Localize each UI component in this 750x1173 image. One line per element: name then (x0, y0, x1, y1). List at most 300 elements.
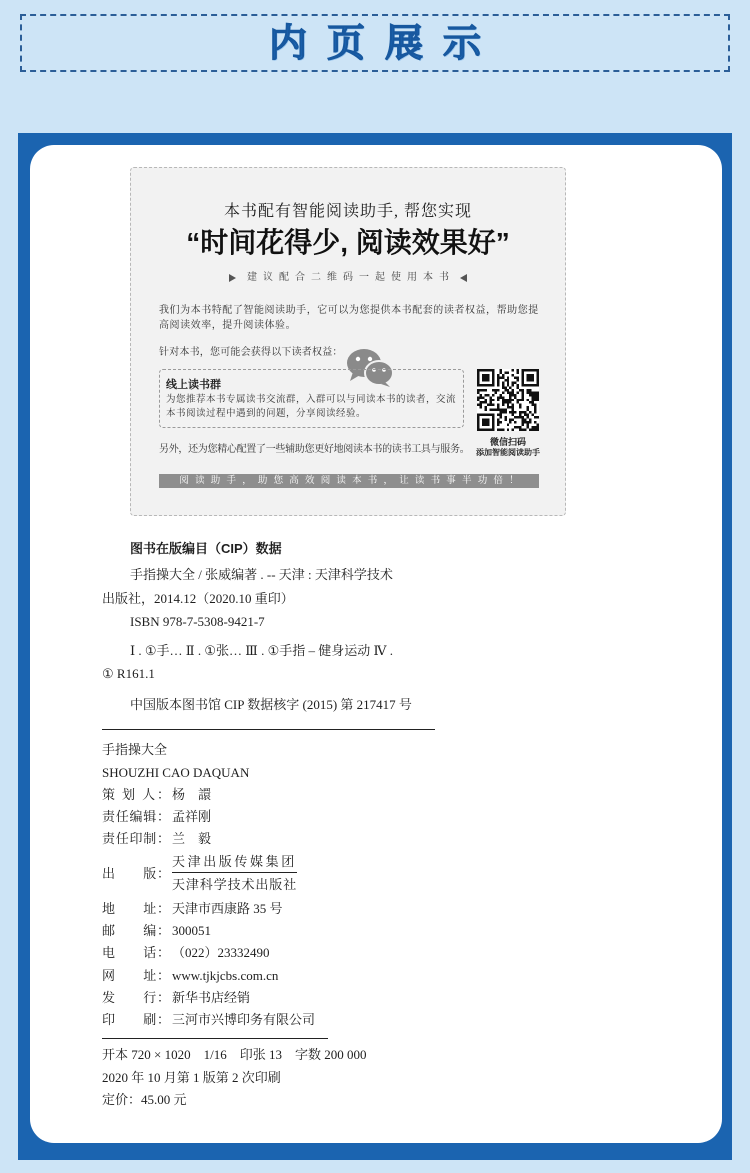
qr-module (502, 376, 504, 378)
qr-module (497, 374, 499, 376)
qr-module (484, 394, 486, 396)
publisher-name: 天津科学技术出版社 (172, 877, 298, 892)
qr-module (532, 374, 534, 376)
qr-module (484, 424, 486, 426)
qr-module (507, 391, 509, 393)
qr-module (514, 396, 516, 398)
qr-module (512, 406, 514, 408)
imprint-value: 孟祥刚 (172, 809, 212, 824)
qr-module (504, 399, 506, 401)
qr-module (532, 429, 534, 431)
qr-module (512, 389, 514, 391)
qr-module (484, 376, 486, 378)
qr-module (509, 386, 511, 388)
qr-module (517, 416, 519, 418)
qr-module (527, 409, 529, 411)
qr-module (527, 379, 529, 381)
qr-module (522, 369, 524, 371)
qr-module (527, 391, 529, 393)
qr-module (479, 394, 481, 396)
qr-module (482, 424, 484, 426)
qr-module (532, 379, 534, 381)
qr-module (507, 384, 509, 386)
qr-module (529, 374, 531, 376)
qr-module (537, 391, 539, 393)
qr-module (509, 421, 511, 423)
qr-module (522, 429, 524, 431)
card-slogan: “时间花得少, 阅读效果好” (186, 227, 510, 258)
qr-module (487, 376, 489, 378)
qr-module (517, 371, 519, 373)
qr-module (507, 429, 509, 431)
title-banner (20, 14, 730, 72)
qr-module (522, 391, 524, 393)
qr-module (484, 369, 486, 371)
qr-module (477, 379, 479, 381)
qr-module (522, 419, 524, 421)
qr-module (492, 421, 494, 423)
qr-module (504, 389, 506, 391)
qr-module (477, 376, 479, 378)
qr-module (532, 404, 534, 406)
qr-module (499, 429, 501, 431)
qr-module (484, 406, 486, 408)
qr-module (509, 396, 511, 398)
qr-module (504, 386, 506, 388)
qr-module (484, 401, 486, 403)
qr-module (484, 414, 486, 416)
qr-module (527, 376, 529, 378)
qr-module (477, 371, 479, 373)
cip-isbn: ISBN 978-7-5308-9421-7 (130, 614, 265, 629)
qr-module (524, 411, 526, 413)
qr-module (479, 396, 481, 398)
qr-module (522, 396, 524, 398)
qr-module (482, 379, 484, 381)
qr-module (489, 404, 491, 406)
qr-module (537, 424, 539, 426)
imprint-row (102, 785, 211, 805)
qr-module (532, 401, 534, 403)
qr-module (494, 391, 496, 393)
qr-module (534, 409, 536, 411)
qr-module (482, 429, 484, 431)
qr-module (479, 414, 481, 416)
qr-module (527, 374, 529, 376)
qr-module (497, 384, 499, 386)
qr-module (532, 426, 534, 428)
book-pinyin: SHOUZHI CAO DAQUAN (102, 765, 250, 780)
qr-module (497, 429, 499, 431)
qr-module (499, 371, 501, 373)
qr-module (534, 369, 536, 371)
qr-module (504, 409, 506, 411)
hint-row (131, 271, 565, 285)
qr-module (492, 389, 494, 391)
qr-module (537, 374, 539, 376)
qr-module (477, 391, 479, 393)
imprint-label: 责任印制： (102, 831, 170, 846)
qr-module (502, 399, 504, 401)
qr-module (477, 421, 479, 423)
qr-module (489, 409, 491, 411)
qr-module (497, 376, 499, 378)
qr-module (512, 391, 514, 393)
qr-module (524, 419, 526, 421)
qr-module (487, 404, 489, 406)
qr-module (477, 419, 479, 421)
qr-module (524, 421, 526, 423)
imprint-value: （022）23332490 (172, 945, 270, 960)
book-title: 手指操大全 (102, 742, 168, 757)
qr-module (509, 394, 511, 396)
imprint-label: 邮 编： (102, 923, 170, 938)
qr-module (499, 414, 501, 416)
qr-module (497, 424, 499, 426)
imprint-value: 300051 (172, 923, 211, 938)
qr-module (499, 396, 501, 398)
qr-module (514, 376, 516, 378)
divider (102, 729, 435, 730)
qr-module (487, 414, 489, 416)
qr-module (492, 376, 494, 378)
qr-module (532, 369, 534, 371)
qr-code (477, 369, 539, 431)
qr-module (489, 429, 491, 431)
qr-module (517, 376, 519, 378)
qr-module (522, 381, 524, 383)
qr-module (537, 369, 539, 371)
qr-module (522, 411, 524, 413)
qr-module (507, 399, 509, 401)
imprint-row (102, 829, 211, 849)
qr-module (529, 419, 531, 421)
qr-module (532, 384, 534, 386)
qr-module (534, 416, 536, 418)
qr-module (477, 426, 479, 428)
qr-module (507, 401, 509, 403)
qr-module (502, 404, 504, 406)
imprint-label: 网 址： (102, 968, 170, 983)
qr-module (522, 389, 524, 391)
qr-module (522, 374, 524, 376)
qr-module (519, 411, 521, 413)
qr-module (519, 406, 521, 408)
qr-module (489, 399, 491, 401)
qr-module (512, 409, 514, 411)
qr-module (492, 371, 494, 373)
imprint-value: www.tjkjcbs.com.cn (172, 968, 279, 983)
imprint-label: 策 划 人： (102, 787, 170, 802)
qr-module (527, 414, 529, 416)
triangle-right-icon (229, 274, 236, 282)
qr-module (479, 384, 481, 386)
qr-caption: 微信扫码 (489, 437, 526, 447)
qr-module (514, 381, 516, 383)
qr-module (517, 369, 519, 371)
qr-module (524, 429, 526, 431)
imprint-label: 电 话： (102, 945, 170, 960)
qr-module (497, 399, 499, 401)
qr-module (477, 381, 479, 383)
qr-module (509, 401, 511, 403)
imprint-row (102, 899, 283, 919)
qr-module (527, 426, 529, 428)
qr-module (532, 396, 534, 398)
qr-module (507, 376, 509, 378)
qr-module (507, 404, 509, 406)
qr-module (529, 421, 531, 423)
qr-module (492, 369, 494, 371)
qr-module (537, 371, 539, 373)
qr-module (489, 396, 491, 398)
card-description: 我们为本书特配了智能阅读助手，它可以为您提供本书配套的读者权益，帮助您提高阅读效率，提升阅读体验。 (159, 305, 539, 331)
qr-module (522, 399, 524, 401)
qr-module (504, 371, 506, 373)
qr-module (504, 401, 506, 403)
qr-module (527, 399, 529, 401)
qr-module (477, 389, 479, 391)
qr-module (517, 379, 519, 381)
qr-module (492, 419, 494, 421)
qr-module (519, 399, 521, 401)
qr-module (537, 384, 539, 386)
hint-text: 建议配合二维码一起使用本书 (247, 272, 455, 283)
qr-module (527, 416, 529, 418)
imprint-value: 杨 譞 (172, 787, 212, 802)
qr-module (534, 404, 536, 406)
qr-module (477, 416, 479, 418)
qr-module (479, 404, 481, 406)
qr-module (477, 396, 479, 398)
qr-module (502, 381, 504, 383)
qr-module (514, 421, 516, 423)
qr-module (497, 421, 499, 423)
qr-module (519, 404, 521, 406)
qr-module (482, 396, 484, 398)
qr-module (527, 406, 529, 408)
qr-module (527, 424, 529, 426)
qr-module (499, 394, 501, 396)
qr-module (524, 414, 526, 416)
qr-module (534, 426, 536, 428)
qr-module (502, 374, 504, 376)
qr-module (504, 416, 506, 418)
qr-module (492, 404, 494, 406)
imprint-value: 天津市西康路 35 号 (172, 901, 283, 916)
qr-module (482, 401, 484, 403)
qr-module (484, 419, 486, 421)
qr-module (497, 406, 499, 408)
qr-module (494, 389, 496, 391)
qr-module (529, 379, 531, 381)
imprint-row (102, 807, 211, 827)
qr-module (497, 409, 499, 411)
qr-module (492, 394, 494, 396)
divider (102, 1038, 328, 1039)
qr-module (477, 384, 479, 386)
qr-module (537, 426, 539, 428)
qr-module (479, 406, 481, 408)
qr-module (527, 421, 529, 423)
qr-module (537, 379, 539, 381)
qr-module (517, 386, 519, 388)
qr-module (487, 374, 489, 376)
qr-module (509, 406, 511, 408)
qr-module (477, 369, 479, 371)
format-specs: 开本 720 × 1020 1/16 印张 13 字数 200 000 (102, 1047, 367, 1062)
qr-module (487, 379, 489, 381)
imprint-label: 地 址： (102, 901, 170, 916)
qr-module (497, 396, 499, 398)
qr-module (497, 404, 499, 406)
imprint-label: 发 行： (102, 990, 170, 1005)
cip-classification: Ⅰ . ①手… Ⅱ . ①张… Ⅲ . ①手指 – 健身运动 Ⅳ . (130, 643, 393, 658)
qr-module (509, 419, 511, 421)
qr-module (519, 416, 521, 418)
qr-module (517, 401, 519, 403)
qr-module (502, 411, 504, 413)
qr-module (522, 416, 524, 418)
qr-module (482, 376, 484, 378)
qr-module (509, 411, 511, 413)
qr-module (522, 421, 524, 423)
imprint-row (102, 1010, 315, 1030)
qr-module (517, 426, 519, 428)
imprint-label: 出 版： (102, 866, 170, 881)
qr-module (502, 429, 504, 431)
triangle-left-icon (460, 274, 467, 282)
cip-heading: 图书在版编目（CIP）数据 (130, 541, 282, 556)
qr-module (477, 399, 479, 401)
qr-module (492, 424, 494, 426)
qr-module (514, 394, 516, 396)
qr-module (489, 414, 491, 416)
qr-module (534, 399, 536, 401)
qr-module (492, 384, 494, 386)
qr-module (512, 419, 514, 421)
qr-module (477, 404, 479, 406)
reading-group-box (159, 369, 464, 428)
qr-module (527, 369, 529, 371)
qr-module (534, 429, 536, 431)
publisher-group: 天津出版传媒集团 (172, 852, 297, 873)
qr-module (489, 401, 491, 403)
qr-module (537, 376, 539, 378)
qr-module (512, 384, 514, 386)
qr-module (484, 409, 486, 411)
qr-module (484, 399, 486, 401)
cip-line: 出版社，2014.12（2020.10 重印） (102, 591, 294, 606)
qr-module (482, 384, 484, 386)
group-description: 为您推荐本书专属读书交流群，入群可以与同读本书的读者，交流本书阅读过程中遇到的问题，分享阅读经验。 (166, 395, 457, 419)
qr-module (504, 419, 506, 421)
qr-module (477, 429, 479, 431)
qr-module (502, 401, 504, 403)
qr-module (484, 384, 486, 386)
qr-module (502, 396, 504, 398)
qr-module (479, 401, 481, 403)
qr-module (487, 384, 489, 386)
qr-module (482, 414, 484, 416)
qr-module (492, 399, 494, 401)
qr-module (527, 389, 529, 391)
qr-module (534, 411, 536, 413)
qr-module (532, 394, 534, 396)
qr-module (487, 419, 489, 421)
qr-module (502, 386, 504, 388)
qr-module (532, 414, 534, 416)
qr-module (517, 391, 519, 393)
qr-module (512, 399, 514, 401)
qr-module (534, 384, 536, 386)
qr-module (492, 409, 494, 411)
qr-module (529, 394, 531, 396)
qr-module (487, 429, 489, 431)
qr-module (492, 429, 494, 431)
qr-module (479, 389, 481, 391)
qr-module (482, 389, 484, 391)
imprint-row-publisher (102, 852, 362, 896)
qr-module (499, 369, 501, 371)
qr-module (529, 389, 531, 391)
qr-module (527, 384, 529, 386)
qr-module (482, 419, 484, 421)
imprint-row (102, 966, 278, 986)
qr-module (509, 399, 511, 401)
imprint-row (102, 988, 250, 1008)
qr-module (479, 369, 481, 371)
chat-eye (368, 357, 372, 361)
price: 定价：45.00 元 (102, 1092, 187, 1107)
qr-module (519, 389, 521, 391)
qr-module (499, 409, 501, 411)
cip-number: 中国版本图书馆 CIP 数据核字 (2015) 第 217417 号 (130, 697, 412, 712)
imprint-label: 印 刷： (102, 1012, 170, 1027)
qr-module (522, 376, 524, 378)
qr-subcaption: 添加智能阅读助手 (476, 448, 540, 457)
qr-module (482, 374, 484, 376)
qr-module (529, 429, 531, 431)
qr-module (532, 391, 534, 393)
qr-module (512, 369, 514, 371)
qr-module (507, 424, 509, 426)
qr-module (529, 369, 531, 371)
qr-module (529, 411, 531, 413)
imprint-row (102, 921, 211, 941)
qr-module (512, 411, 514, 413)
qr-module (519, 426, 521, 428)
qr-module (514, 416, 516, 418)
qr-module (534, 396, 536, 398)
cip-classification: ① R161.1 (102, 666, 155, 681)
qr-module (497, 414, 499, 416)
imprint-label: 责任编辑： (102, 809, 170, 824)
qr-module (507, 389, 509, 391)
qr-module (489, 369, 491, 371)
qr-module (534, 421, 536, 423)
qr-module (484, 421, 486, 423)
qr-module (529, 384, 531, 386)
qr-module (519, 429, 521, 431)
qr-module (482, 369, 484, 371)
qr-module (512, 381, 514, 383)
edition-info: 2020 年 10 月第 1 版第 2 次印刷 (102, 1070, 281, 1085)
qr-module (512, 404, 514, 406)
qr-module (487, 424, 489, 426)
reading-assistant-card (130, 167, 566, 516)
qr-module (497, 419, 499, 421)
